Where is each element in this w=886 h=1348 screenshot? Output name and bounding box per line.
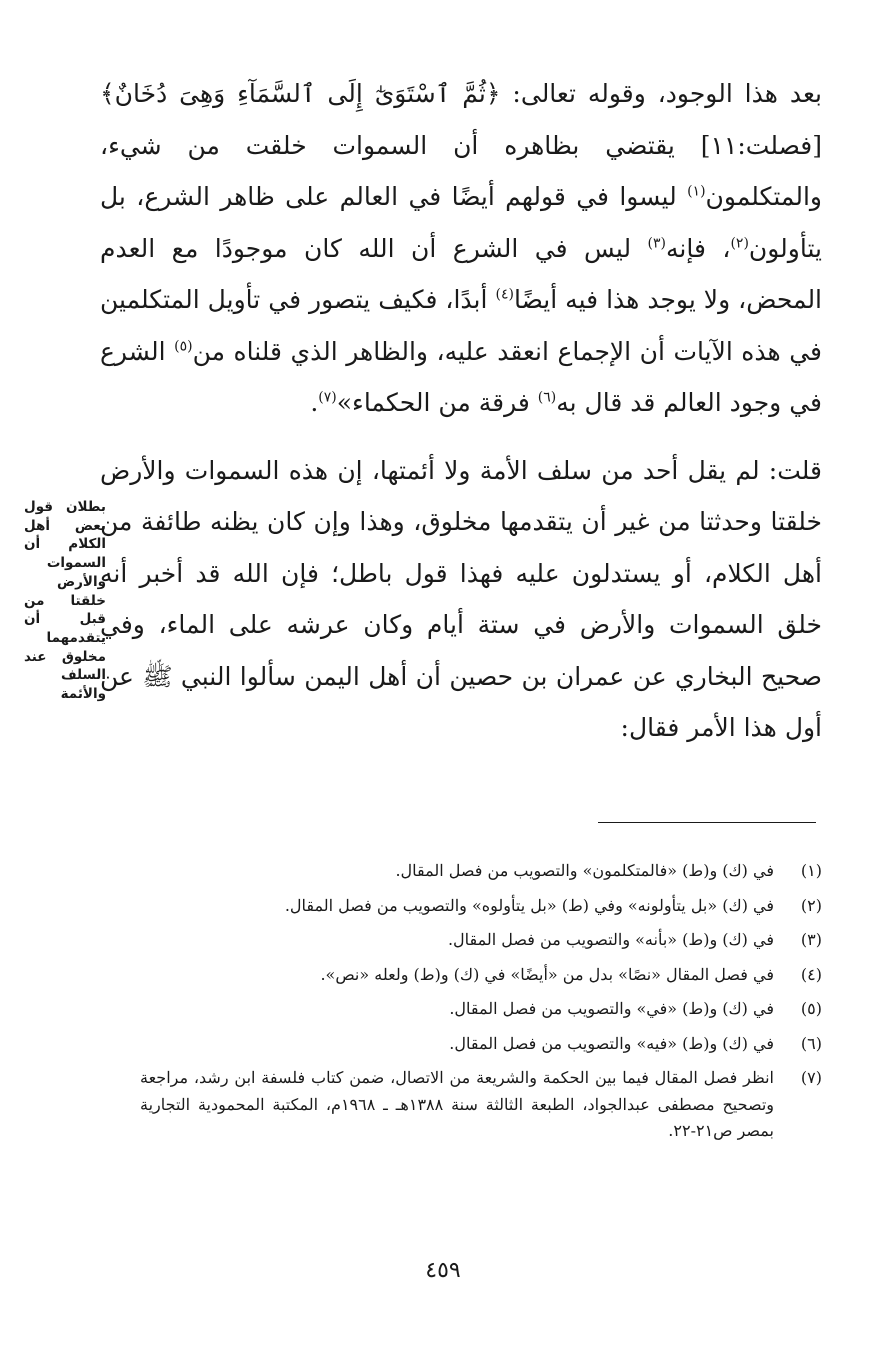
text-run: فرقة من الحكماء»	[336, 388, 538, 417]
footnote-number: (٤)	[800, 964, 822, 984]
footnote	[140, 1031, 822, 1058]
footnote-ref-2[interactable]: (٢)	[730, 235, 749, 252]
text-run: الشرع في وجود العالم قد قال به	[100, 336, 822, 417]
text-run: .	[310, 388, 319, 417]
footnote-text: في فصل المقال «نصًا» بدل من «أيضًا» في (ك) و(ط) ولعله «نص».	[320, 964, 774, 984]
text-run: بعد هذا الوجود، وقوله تعالى: ﴿ثُمَّ ٱسْتَوَىٰٓ إِلَى ٱلسَّمَآءِ وَهِىَ دُخَانٌ﴾ [فصلت:١١] يقتضي بظاهره أن السموات خلقت من شيء، والمتكلمون	[100, 79, 822, 211]
footnote-ref-7[interactable]: (٧)	[318, 389, 337, 406]
footnote	[140, 1065, 822, 1145]
text-run: ، فإنه	[665, 233, 731, 263]
footnote-number: (١)	[800, 861, 822, 880]
footnote-ref-5[interactable]: (٥)	[174, 338, 193, 355]
paragraph-qult: قلت: لم يقل أحد من سلف الأمة ولا أئمتها، إن هذه السموات والأرض خلقتا وحدثتا من غير أن يتقدمها مخلوق، وهذا وإن كان يظنه طائفة من أهل الكلام، أو يستدلون عليه فهذا قول باطل؛ فإن الله قد أخبر أنه خلق السموات والأرض في ستة أيام وكان عرشه على الماء، وفي صحيح البخاري عن عمران بن حصين أن أهل اليمن سألوا النبي ﷺ عن أول هذا الأمر فقال:	[100, 455, 822, 742]
footnote-text: في (ك) و(ط) «فالمتكلمون» والتصويب من فصل المقال.	[395, 861, 774, 880]
footnote-number: (٢)	[800, 895, 822, 915]
footnote-ref-3[interactable]: (٣)	[647, 235, 666, 252]
footnote-ref-6[interactable]: (٦)	[537, 389, 557, 406]
footnote	[140, 996, 822, 1023]
text-run: أبدًا، فكيف يتصور في تأويل المتكلمين في هذه الآيات أن الإجماع انعقد عليه، والظاهر الذي قلناه من	[100, 285, 822, 366]
paragraph-quote	[100, 68, 822, 429]
footnote-number: (٣)	[800, 930, 822, 949]
footnote-divider	[598, 822, 816, 823]
text-run: ليس في الشرع أن الله كان موجودًا مع العدم المحض، ولا يوجد هذا فيه أيضًا	[100, 233, 823, 314]
footnote	[140, 927, 822, 954]
footnote-ref-1[interactable]: (١)	[687, 183, 706, 200]
footnote-text: في (ك) و(ط) «بأنه» والتصويب من فصل المقال.	[447, 930, 774, 949]
footnote	[140, 858, 822, 885]
footnote-ref-4[interactable]: (٤)	[495, 286, 514, 303]
footnote-text: انظر فصل المقال فيما بين الحكمة والشريعة من الاتصال، ضمن كتاب فلسفة ابن رشد، مراجعة وتصحيح مصطفى عبدالجواد، الطبعة الثالثة سنة ١٣٨٨هـ ـ ١٩٦٨م، المكتبة المحمودية التجارية بمصر ص٢١-٢٢.	[140, 1068, 775, 1140]
footnote-text: في (ك) «بل يتأولونه» وفي (ط) «بل يتأولوه» والتصويب من فصل المقال.	[284, 895, 774, 915]
main-text	[100, 68, 822, 754]
footnote	[140, 893, 822, 920]
page-number: ٤٥٩	[425, 1258, 461, 1283]
footnotes	[140, 858, 822, 1153]
footnote-text: في (ك) و(ط) «فيه» والتصويب من فصل المقال.	[449, 1033, 774, 1053]
footnote-number: (٥)	[800, 999, 822, 1018]
footnote	[140, 962, 822, 989]
footnote-number: (٧)	[800, 1068, 822, 1087]
footnote-text: في (ك) و(ط) «في» والتصويب من فصل المقال.	[449, 999, 774, 1018]
footnote-number: (٦)	[800, 1033, 822, 1053]
margin-note: بطلان قول بعض أهل الكلام أن السموات والأرض خلقتا من قبل أن يتقدمهما مخلوق عند السلف والأئمة	[24, 499, 106, 703]
text-run: ليسوا في قولهم أيضًا في العالم على ظاهر الشرع، بل يتأولون	[100, 182, 822, 263]
